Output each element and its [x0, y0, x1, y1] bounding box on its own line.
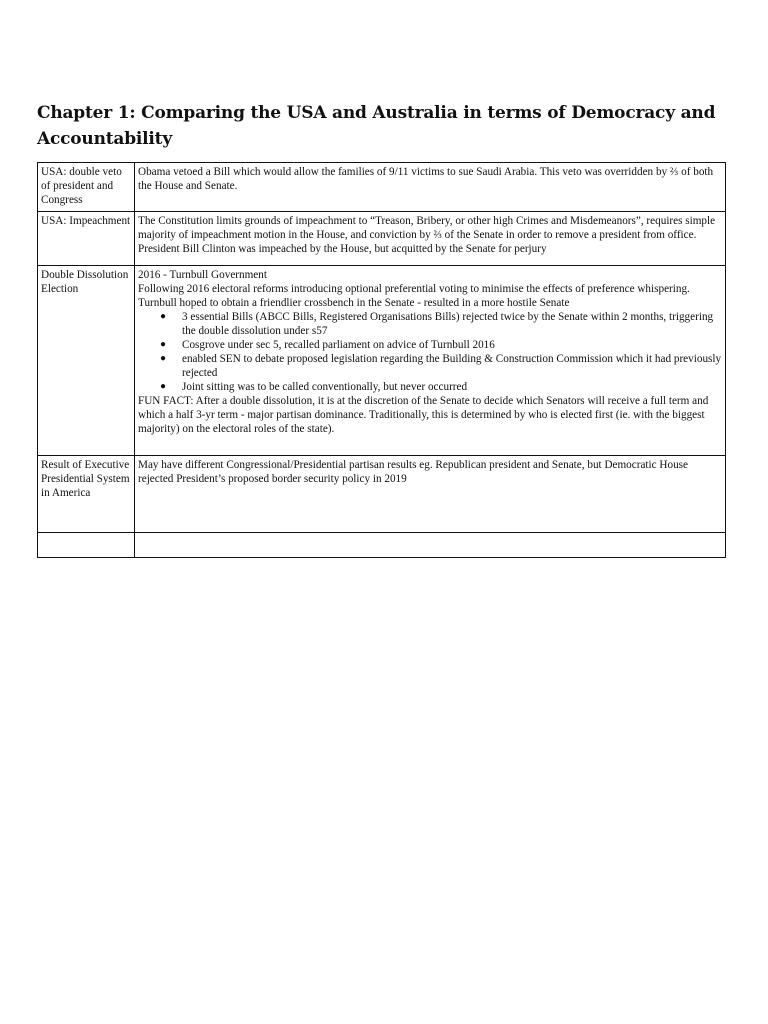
row-content: Obama vetoed a Bill which would allow the families of 9/11 victims to sue Saudi Arabia. This veto was overridden by ⅔ of both the House and Senate. [138, 166, 714, 192]
list-item-text: Joint sitting was to be called conventionally, but never occurred [182, 381, 468, 393]
list-item-text: enabled SEN to debate proposed legislation regarding the Building & Construction Commission which it had previously rejected [182, 353, 722, 379]
row-label: Double Dissolution Election [41, 269, 129, 295]
list-item [160, 338, 722, 352]
chapter-title: Chapter 1: Comparing the USA and Australia in terms of Democracy and Accountability [37, 103, 716, 149]
list-item-text: 3 essential Bills (ABCC Bills, Registered Organisations Bills) rejected twice by the Senate within 2 months, triggering the double dissolution under s57 [182, 311, 714, 337]
row-label: Result of Executive Presidential System in America [41, 459, 130, 499]
bullet-icon: ● [160, 311, 167, 322]
row-content-cell [135, 456, 726, 533]
row-content-cell [135, 533, 726, 558]
row-label-cell [38, 456, 135, 533]
table-row [38, 456, 726, 533]
table-row [38, 163, 726, 212]
bullet-icon: ● [160, 381, 167, 392]
table-row [38, 266, 726, 456]
row-label-cell [38, 533, 135, 558]
document-page [37, 100, 725, 558]
row-label-cell [38, 163, 135, 212]
row-label: USA: Impeachment [41, 215, 131, 227]
bullet-icon: ● [160, 339, 167, 350]
row-heading: 2016 - Turnbull Government [138, 269, 267, 281]
list-item [160, 380, 722, 394]
bullet-icon: ● [160, 353, 167, 364]
table-row [38, 212, 726, 266]
fun-fact: FUN FACT: After a double dissolution, it is at the discretion of the Senate to decide which Senators will receive a full term and which a half 3-yr term - major partisan dominance. Traditionally, this is determined by who is elected first (ie. with the biggest majority) on the electoral roles of the state). [138, 395, 709, 435]
bullet-list [138, 310, 722, 394]
list-item [160, 310, 722, 338]
row-content: The Constitution limits grounds of impeachment to “Treason, Bribery, or other high Crimes and Misdemeanors”, requires simple majority of impeachment motion in the House, and conviction by ⅔ of the Senate in order to remove a president from office. President Bill Clinton was impeached by the House, but acquitted by the Senate for perjury [138, 215, 716, 255]
row-content: May have different Congressional/Presidential partisan results eg. Republican president and Senate, but Democratic House rejected President’s proposed border security policy in 2019 [138, 459, 689, 485]
notes-table [37, 162, 726, 558]
list-item-text: Cosgrove under sec 5, recalled parliament on advice of Turnbull 2016 [182, 339, 495, 351]
list-item [160, 352, 722, 380]
row-label-cell [38, 266, 135, 456]
row-label: USA: double veto of president and Congress [41, 166, 122, 206]
row-content-cell [135, 266, 726, 456]
row-content-cell [135, 212, 726, 266]
row-content-cell [135, 163, 726, 212]
row-intro: Following 2016 electoral reforms introducing optional preferential voting to minimise the effects of preference whispering. Turnbull hoped to obtain a friendlier crossbench in the Senate - resulted in a more hostile Senate [138, 283, 690, 309]
table-row [38, 533, 726, 558]
row-label-cell [38, 212, 135, 266]
